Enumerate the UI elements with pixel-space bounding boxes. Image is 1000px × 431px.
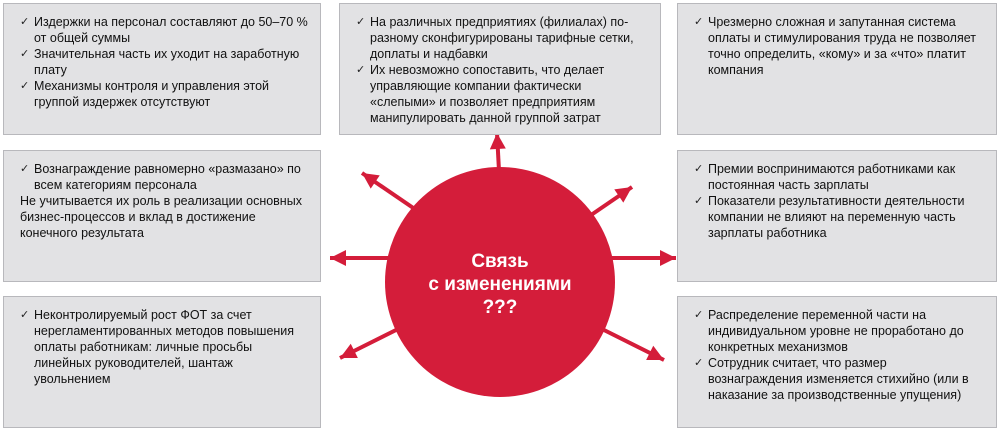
center-label	[400, 250, 600, 319]
box-item: ✓ Премии воспринимаются работниками как постоянная часть зарплаты	[694, 161, 984, 193]
center-label-line: ???	[482, 297, 518, 318]
box-item: ✓ Сотрудник считает, что размер вознаграждения изменяется стихийно (или в наказание за производственные упущения)	[694, 355, 984, 403]
arrow-right-head	[660, 250, 676, 266]
center-label-line: с изменениями	[428, 274, 572, 295]
box-top-center	[339, 3, 661, 135]
box-item: ✓ На различных предприятиях (филиалах) по-разному сконфигурированы тарифные сетки, доплаты и надбавки	[356, 14, 648, 62]
box-top-right	[677, 3, 997, 135]
box-item: ✓ Распределение переменной части на индивидуальном уровне не проработано до конкретных механизмов	[694, 307, 984, 355]
box-item: ✓ Механизмы контроля и управления этой группой издержек отсутствуют	[20, 78, 308, 110]
box-item: ✓ Их невозможно сопоставить, что делает управляющие компании фактически «слепыми» и позволяет предприятиям манипулировать данной группой затрат	[356, 62, 648, 126]
box-top-left	[3, 3, 321, 135]
arrow-up-left-head	[362, 173, 380, 189]
arrow-up-head	[490, 133, 506, 149]
box-item: ✓ Показатели результативности деятельности компании не влияют на переменную часть зарплаты работника	[694, 193, 984, 241]
box-mid-right	[677, 150, 997, 282]
box-item: Не учитывается их роль в реализации основных бизнес-процессов и вклад в достижение конечного результата	[20, 194, 302, 240]
box-bottom-right	[677, 296, 997, 428]
center-label-line: Связь	[471, 251, 529, 272]
arrow-left-head	[330, 250, 346, 266]
box-mid-left	[3, 150, 321, 282]
box-item: ✓ Издержки на персонал составляют до 50–70 % от общей суммы	[20, 14, 308, 46]
box-item: ✓ Чрезмерно сложная и запутанная система оплаты и стимулирования труда не позволяет точно определить, «кому» и за «что» платит компания	[694, 14, 984, 78]
arrow-up-right-head	[614, 187, 632, 203]
box-bottom-left	[3, 296, 321, 428]
box-item: ✓ Вознаграждение равномерно «размазано» по всем категориям персонала	[20, 161, 308, 193]
box-item: ✓ Неконтролируемый рост ФОТ за счет нерегламентированных методов повышения оплаты работникам: личные просьбы линейных руководителей, шантаж увольнением	[20, 307, 308, 387]
box-item: ✓ Значительная часть их уходит на заработную плату	[20, 46, 308, 78]
